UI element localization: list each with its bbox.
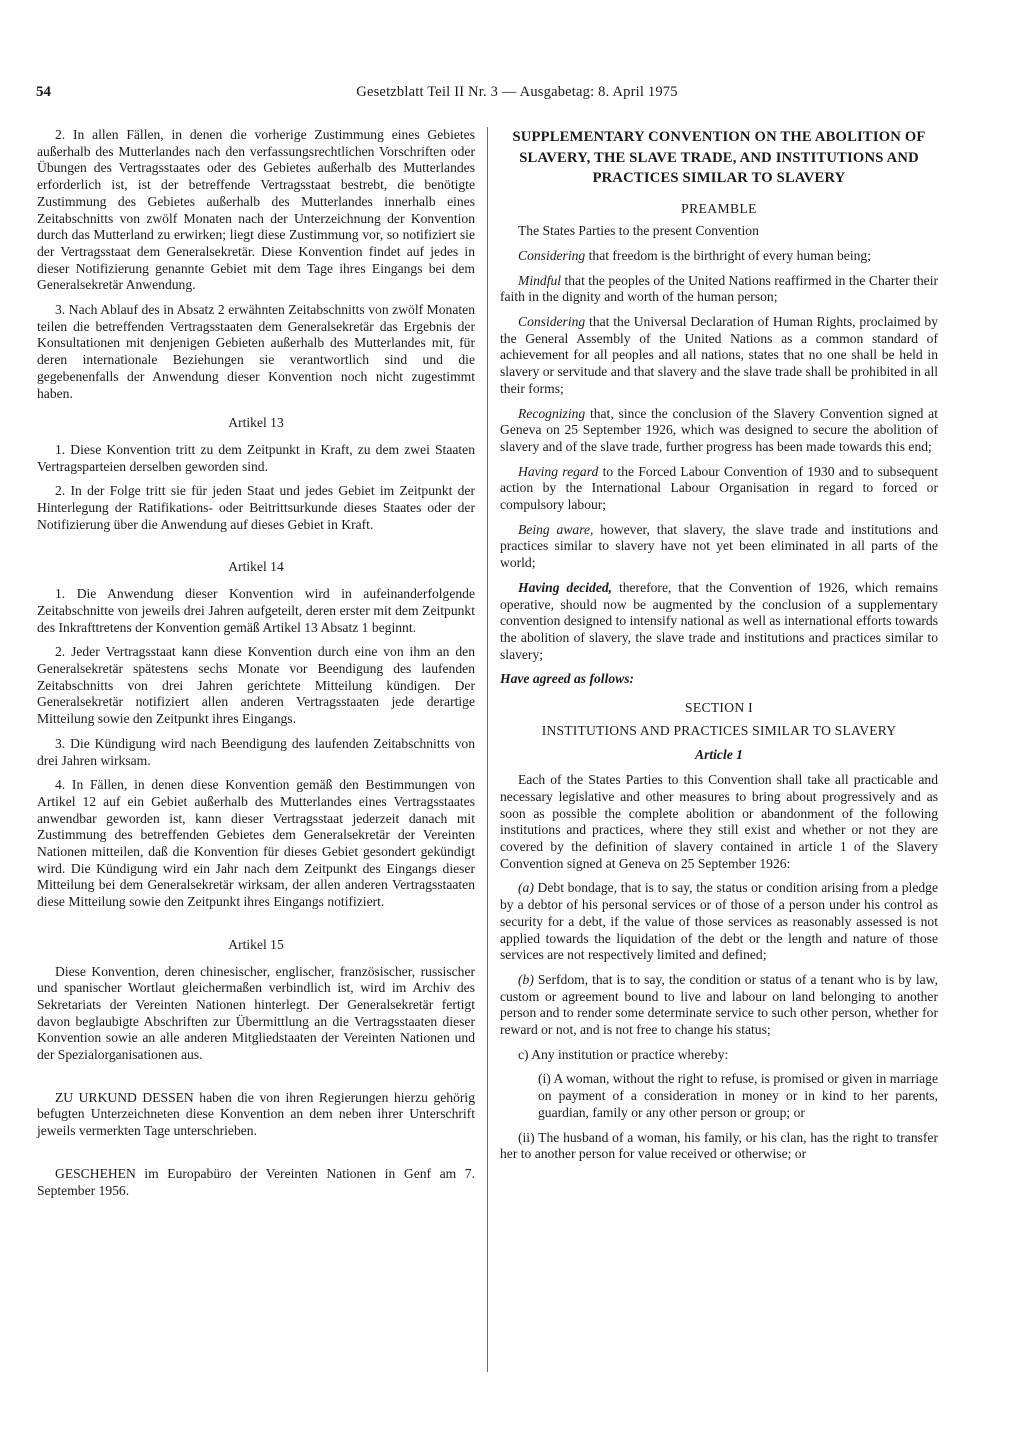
article-1-item-c: c) Any institution or practice whereby: xyxy=(518,1046,729,1062)
recital-text: to the Forced Labour Convention of 1930 and to subsequent action by the International Labour Organisation in regard to forced or compulsory labour; xyxy=(500,463,938,513)
preamble-intro: The States Parties to the present Convention xyxy=(518,223,759,239)
page-number: 54 xyxy=(36,84,51,100)
recital-recognizing xyxy=(500,406,938,456)
article-1-item-a xyxy=(500,880,938,964)
section-title: INSTITUTIONS AND PRACTICES SIMILAR TO SLAVERY xyxy=(541,722,897,738)
agreed-clause: Have agreed as follows: xyxy=(500,671,635,687)
paragraph-zu-urkund-dessen: ZU URKUND DESSEN haben die von ihren Regierungen hierzu gehörig befugten Unterzeichneten diese Konvention an dem neben ihrer Unterschrift jeweils vermerkten Tage unterschrieben. xyxy=(37,1089,475,1139)
recital-considering-udhr xyxy=(500,314,938,398)
paragraph-art15: Diese Konvention, deren chinesischer, englischer, französischer, russischer und spanischer Wortlaut gleichermaßen verbindlich ist, wird im Archiv des Sekretariats der Vereinten Nationen hinterlegt. Der Generalsekretär fertigt davon beglaubigte Abschriften zur Übermittlung an die Vertragsstaaten dieser Konvention sowie an alle anderen Mitgliedstaaten der Vereinten Nationen und der Spezialorganisationen aus. xyxy=(37,963,475,1063)
recital-text: that the Universal Declaration of Human Rights, proclaimed by the General Assembly of the United Nations as a common standard of achievement for all peoples and all nations, states that no one shall be held in slavery or servitude and that slavery and the slave trade shall be prohibited in all their forms; xyxy=(500,314,938,396)
article-1-item-b xyxy=(500,972,938,1039)
paragraph-art13-1: 1. Diese Konvention tritt zu dem Zeitpunkt in Kraft, zu dem zwei Staaten Vertragsparteien derselben geworden sind. xyxy=(37,441,475,474)
convention-title: SUPPLEMENTARY CONVENTION ON THE ABOLITION OF SLAVERY, THE SLAVE TRADE, AND INSTITUTIONS AND PRACTICES SIMILAR TO SLAVERY xyxy=(512,129,926,186)
right-column xyxy=(500,127,938,1171)
recital-lead: Being aware, xyxy=(518,521,594,537)
paragraph-art14-3: 3. Die Kündigung wird nach Beendigung des laufenden Zeitabschnitts von drei Jahren wirksam. xyxy=(37,735,475,768)
article-1-intro: Each of the States Parties to this Convention shall take all practicable and necessary legislative and other measures to bring about progressively and as soon as possible the complete abolition or abandonment of the following institutions and practices, where they still exist and whether or not they are covered by the definition of slavery contained in article 1 of the Slavery Convention signed at Geneva on 25 September 1926: xyxy=(500,772,938,871)
recital-being-aware xyxy=(500,522,938,572)
heading-artikel-13: Artikel 13 xyxy=(228,415,284,431)
recital-lead: Having regard xyxy=(518,463,599,479)
item-label: (a) xyxy=(518,880,534,896)
recital-text: that the peoples of the United Nations reaffirmed in the Charter their faith in the dignity and worth of the human person; xyxy=(500,272,938,305)
article-1-item-c-i: (i) A woman, without the right to refuse, is promised or given in marriage on payment of a consideration in money or in kind to her parents, guardian, family or any other person or group; or xyxy=(538,1071,938,1120)
paragraph-art14-4: 4. In Fällen, in denen diese Konvention gemäß den Bestimmungen von Artikel 12 auf ein Gebiet außerhalb des Mutterlandes eines Vertragsstaates anwendbar geworden ist, kann dieser Vertragsstaat jederzeit danach mit Zustimmung des betreffenden Gebietes dem Generalsekretär der Vereinten Nationen mitteilen, daß die Konvention für dieses Gebiet gesondert gekündigt wird. Die Kündigung wird ein Jahr nach dem Zeitpunkt des Eingangs dieser Mitteilung bei dem Generalsekretär wirksam, der allen anderen Vertragsstaaten diese Mitteilung sowie den Zeitpunkt ihres Eingangs notifiziert. xyxy=(37,777,475,910)
paragraph-art14-2: 2. Jeder Vertragsstaat kann diese Konvention durch eine von ihm an den Generalsekretär spätestens sechs Monate vor Beendigung des laufenden Zeitabschnitts von drei Jahren gerichtete Mitteilung kündigen. Der Generalsekretär notifiziert allen anderen Vertragsstaaten jede derartige Mitteilung sowie den Zeitpunkt ihres Eingangs. xyxy=(37,644,475,727)
paragraph-art14-1: 1. Die Anwendung dieser Konvention wird in aufeinanderfolgende Zeitabschnitte von jeweils drei Jahren aufgeteilt, deren erster mit dem Zeitpunkt des Inkrafttretens der Konvention gemäß Artikel 13 Absatz 1 beginnt. xyxy=(37,586,475,635)
column-divider xyxy=(487,127,488,1372)
recital-lead: Considering xyxy=(518,247,586,263)
section-heading: SECTION I xyxy=(684,700,754,716)
preamble-heading: PREAMBLE xyxy=(681,200,757,216)
running-title: Gesetzblatt Teil II Nr. 3 — Ausgabetag: 8. April 1975 xyxy=(356,84,678,100)
recital-lead: Mindful xyxy=(518,272,562,288)
recital-text: that, since the conclusion of the Slavery Convention signed at Geneva on 25 September 1926, which was designed to secure the abolition of slavery and of the slave trade, further progress has been made towards this end; xyxy=(500,405,938,454)
recital-lead: Recognizing xyxy=(518,405,586,421)
recital-lead: Having decided, xyxy=(518,579,613,595)
recital-text: that freedom is the birthright of every human being; xyxy=(585,247,871,263)
heading-artikel-15: Artikel 15 xyxy=(228,936,284,952)
recital-considering-freedom xyxy=(500,248,938,265)
paragraph-art12-3: 3. Nach Ablauf des in Absatz 2 erwähnten Zeitabschnitts von zwölf Monaten teilen die betreffenden Vertragsstaaten dem Generalsekretär das Ergebnis der Konsultationen mit denjenigen Gebieten außerhalb des Mutterlandes mit, für deren internationale Beziehungen sie verantwortlich sind und die gegebenenfalls der Anwendung dieser Konvention noch nicht zugestimmt haben. xyxy=(37,302,475,401)
left-column xyxy=(37,127,475,1207)
heading-artikel-14: Artikel 14 xyxy=(228,559,284,575)
item-label: (b) xyxy=(518,971,534,987)
recital-lead: Considering xyxy=(518,314,586,330)
paragraph-geschehen: GESCHEHEN im Europabüro der Vereinten Nationen in Genf am 7. September 1956. xyxy=(37,1165,475,1198)
recital-having-regard xyxy=(500,464,938,514)
article-1-title: Article 1 xyxy=(695,747,743,763)
recital-having-decided xyxy=(500,580,938,664)
item-text: Debt bondage, that is to say, the status or condition arising from a pledge by a debtor of his personal services or of those of a person under his control as security for a debt, if the value of those services as reasonably assessed is not applied towards the liquidation of the debt or the length and nature of those services are not respectively limited and defined; xyxy=(500,880,938,963)
item-text: Serfdom, that is to say, the condition or status of a tenant who is by law, custom or agreement bound to live and labour on land belonging to another person and to render some determinate service to such other person, whether for reward or not, and is not free to change his status; xyxy=(500,971,938,1038)
recital-text: therefore, that the Convention of 1926, which remains operative, should now be augmented by the conclusion of a supplementary convention designed to intensify national as well as international efforts towards the abolition of slavery, the slave trade and institutions and practices similar to slavery; xyxy=(500,579,938,662)
recital-mindful xyxy=(500,273,938,306)
paragraph-art12-2: 2. In allen Fällen, in denen die vorherige Zustimmung eines Gebietes außerhalb des Mutterlandes nach den verfassungsrechtlichen Vorschriften oder Übungen des Vertragsstaates oder des Gebietes außerhalb des Mutterlandes erforderlich ist, ist der betreffende Vertragsstaat bestrebt, die benötigte Zustimmung des Gebietes außerhalb des Mutterlandes innerhalb eines Zeitabschnitts von zwölf Monaten nach der Unterzeichnung der Konvention durch das Mutterland zu erwirken; liegt diese Zustimmung vor, so notifiziert sie der Vertragsstaat dem Generalsekretär. Diese Konvention findet auf jedes in dieser Notifizierung genannte Gebiet mit dem Tage ihres Eingangs bei dem Generalsekretär Anwendung. xyxy=(37,127,475,293)
paragraph-art13-2: 2. In der Folge tritt sie für jeden Staat und jedes Gebiet im Zeitpunkt der Hinterlegung der Ratifikations- oder Beitrittsurkunde dieses Staates oder der Notifizierung über die Anwendung auf dieses Gebiet in Kraft. xyxy=(37,483,475,532)
page-header xyxy=(36,84,998,106)
article-1-item-c-ii: (ii) The husband of a woman, his family, or his clan, has the right to transfer her to another person for value received or otherwise; or xyxy=(500,1129,938,1162)
recital-text: however, that slavery, the slave trade and institutions and practices similar to slavery have not yet been eliminated in all parts of the world; xyxy=(500,521,938,571)
